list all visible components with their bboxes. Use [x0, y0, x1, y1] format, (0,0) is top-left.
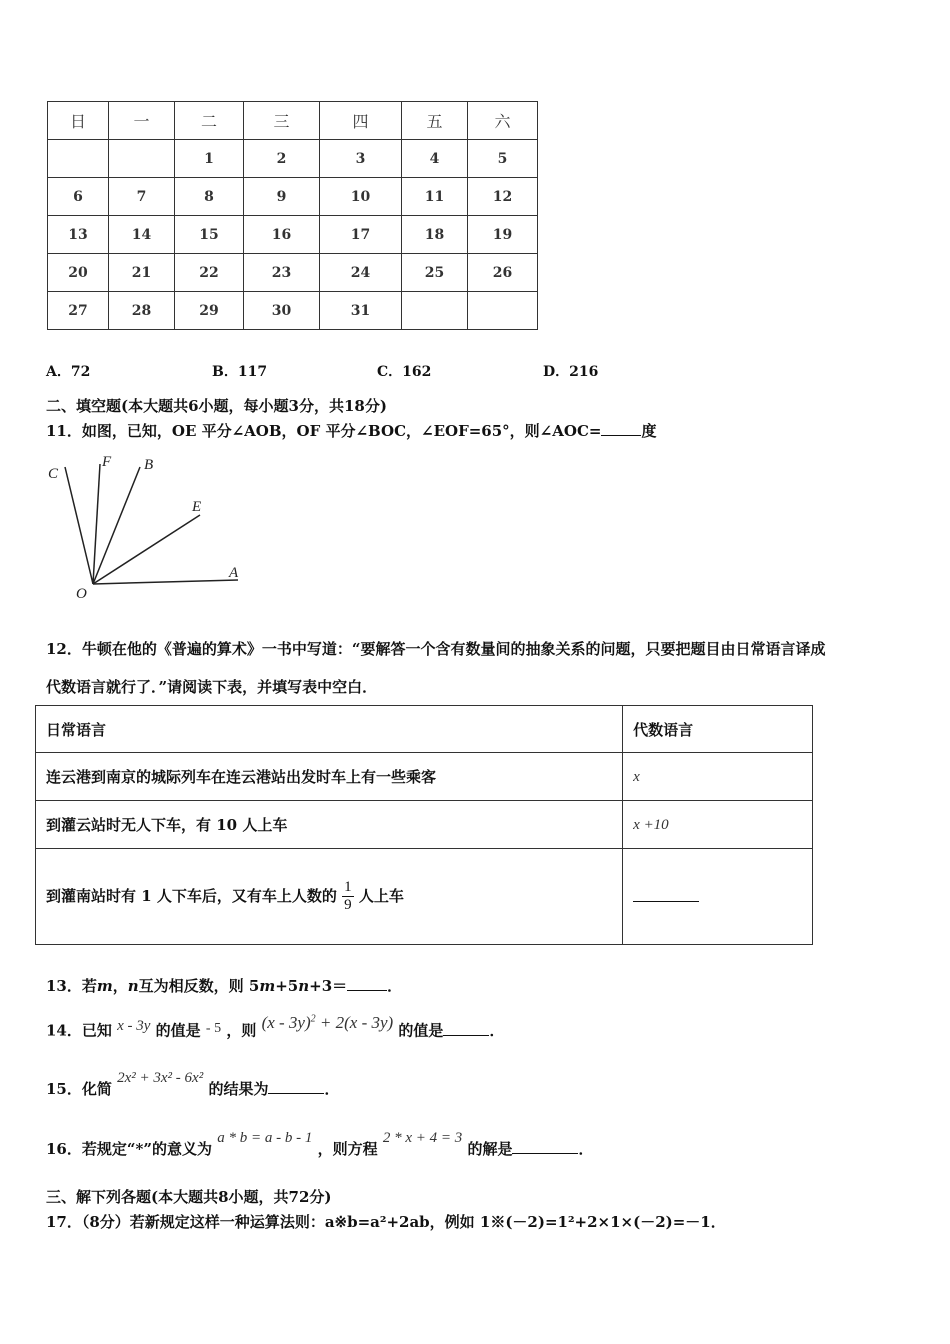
q16-expr: 2 * x + 4 = 3 [382, 1130, 463, 1146]
q16-text: 16．若规定“*”的意义为 [46, 1140, 212, 1158]
ray-oa [93, 580, 238, 584]
answer-blank [601, 435, 641, 436]
daily-cell [36, 849, 623, 945]
section-2-heading: 二、填空题(本大题共6小题，每小题3分，共18分) [46, 397, 387, 415]
label-a: A [229, 565, 239, 581]
q14-expr: x - 3y [117, 1017, 151, 1034]
answer-blank [633, 901, 699, 902]
fraction-denominator: 9 [344, 897, 352, 913]
calendar-header-cell: 三 [244, 102, 320, 140]
calendar-table [47, 101, 538, 330]
option-d [543, 361, 598, 381]
daily-cell: 到灌云站时无人下车，有 10 人上车 [36, 801, 623, 849]
calendar-week-row [48, 254, 538, 292]
q13-text: ， [112, 977, 128, 995]
calendar-day-cell: 1 [175, 140, 244, 178]
q13-text: ． [387, 977, 403, 995]
calendar-header-cell: 六 [468, 102, 538, 140]
q11-unit: 度 [641, 422, 657, 440]
calendar-day-cell: 22 [175, 254, 244, 292]
q13-text: +5 [275, 977, 299, 995]
algebra-cell [623, 801, 813, 849]
calendar-header-cell: 五 [402, 102, 468, 140]
var-m: m [259, 977, 276, 995]
calendar-day-cell: 10 [320, 178, 402, 216]
q14-expr-part: (x - 3y) [261, 1012, 311, 1032]
answer-blank [268, 1093, 324, 1094]
calendar-day-cell [468, 292, 538, 330]
algebra-expr: x [633, 769, 640, 785]
calendar-day-cell: 19 [468, 216, 538, 254]
calendar-day-cell: 26 [468, 254, 538, 292]
calendar-day-cell [48, 140, 109, 178]
calendar-day-cell: 16 [244, 216, 320, 254]
calendar-day-cell: 8 [175, 178, 244, 216]
calendar-week-row [48, 140, 538, 178]
calendar-day-cell: 18 [402, 216, 468, 254]
label-e: E [192, 499, 202, 515]
table-row [36, 849, 813, 945]
calendar-header-cell: 一 [109, 102, 175, 140]
question-16 [46, 1130, 594, 1164]
option-value: 72 [70, 364, 91, 380]
q14-text: 的值是 [398, 1021, 444, 1040]
question-17: 17．（8分）若新规定这样一种运算法则：a※b=a²+2ab，例如 1※(－2)=1²+2×1×(－2)=－1． [46, 1213, 726, 1231]
calendar-day-cell: 21 [109, 254, 175, 292]
label-b: B [144, 457, 154, 473]
angle-figure [40, 450, 250, 605]
calendar-day-cell: 5 [468, 140, 538, 178]
label-c: C [48, 466, 59, 482]
q11-text: 11．如图，已知，OE 平分∠AOB，OF 平分∠BOC，∠EOF=65°，则∠AOC= [46, 422, 602, 440]
calendar-day-cell [402, 292, 468, 330]
calendar-day-cell: 29 [175, 292, 244, 330]
calendar-week-row [48, 178, 538, 216]
q16-expr: a * b = a - b - 1 [217, 1130, 313, 1146]
calendar-day-cell: 20 [48, 254, 109, 292]
q14-text: ． [489, 1021, 505, 1040]
header-algebra: 代数语言 [623, 706, 813, 753]
language-table [35, 705, 813, 945]
q14-expr [262, 1013, 394, 1032]
calendar-day-cell: 28 [109, 292, 175, 330]
table-row [36, 753, 813, 801]
calendar-day-cell: 23 [244, 254, 320, 292]
calendar-header-cell: 日 [48, 102, 109, 140]
option-letter: D． [543, 364, 570, 380]
calendar-day-cell: 4 [402, 140, 468, 178]
label-o: O [76, 586, 87, 602]
q16-text: 的解是 [467, 1140, 513, 1158]
q13-text: 互为相反数，则 5 [138, 977, 260, 995]
language-table-header [36, 706, 813, 753]
table-row [36, 801, 813, 849]
calendar-header-cell: 四 [320, 102, 402, 140]
option-letter: C． [377, 364, 403, 380]
answer-blank [347, 990, 387, 991]
q16-text: ． [578, 1140, 594, 1158]
option-c [377, 361, 431, 381]
calendar-day-cell: 2 [244, 140, 320, 178]
q14-expr-part: + 2(x - 3y) [315, 1012, 394, 1032]
label-f: F [102, 454, 112, 470]
q13-text: +3＝ [309, 977, 348, 995]
calendar-day-cell: 11 [402, 178, 468, 216]
header-daily: 日常语言 [36, 706, 623, 753]
calendar-day-cell: 30 [244, 292, 320, 330]
option-value: 216 [569, 364, 599, 380]
q15-text: 的结果为 [208, 1080, 269, 1098]
option-b [212, 361, 267, 381]
calendar-day-cell: 27 [48, 292, 109, 330]
q13-text: 13．若 [46, 977, 97, 995]
calendar-header-cell: 二 [175, 102, 244, 140]
q14-text: 的值是 [155, 1021, 201, 1040]
q15-text: 15．化简 [46, 1080, 112, 1098]
answer-blank [512, 1153, 578, 1154]
answer-blank [443, 1035, 489, 1036]
calendar-day-cell: 6 [48, 178, 109, 216]
calendar-day-cell: 14 [109, 216, 175, 254]
daily-text: 人上车 [358, 886, 404, 905]
question-15 [46, 1070, 340, 1104]
section-3-heading: 三、解下列各题(本大题共8小题，共72分) [46, 1188, 332, 1206]
fraction [342, 879, 354, 915]
option-letter: B． [212, 364, 238, 380]
question-11 [46, 420, 656, 441]
calendar-day-cell: 25 [402, 254, 468, 292]
option-value: 162 [402, 364, 432, 380]
var-n: n [127, 977, 139, 995]
question-13 [46, 975, 402, 996]
question-14 [46, 1013, 504, 1047]
calendar-day-cell: 24 [320, 254, 402, 292]
calendar-day-cell: 13 [48, 216, 109, 254]
q14-value: - 5 [205, 1020, 222, 1036]
q16-text: ，则方程 [317, 1140, 378, 1158]
daily-text: 到灌南站时有 1 人下车后，又有车上人数的 [46, 886, 337, 905]
calendar-day-cell: 17 [320, 216, 402, 254]
ray-oe [93, 515, 200, 584]
q14-text: ，则 [226, 1021, 257, 1040]
algebra-cell [623, 753, 813, 801]
calendar-day-cell: 15 [175, 216, 244, 254]
q14-text: 14．已知 [46, 1021, 112, 1040]
var-m: m [96, 977, 113, 995]
ray-oc [65, 467, 93, 584]
calendar-header-row [48, 102, 538, 140]
question-12-line-1: 12．牛顿在他的《普遍的算术》一书中写道：“要解答一个含有数量间的抽象关系的问题，只要把题目由日常语言译成 [46, 640, 826, 658]
ray-of [93, 464, 100, 584]
calendar-day-cell: 31 [320, 292, 402, 330]
calendar-week-row [48, 292, 538, 330]
option-letter: A． [46, 364, 71, 380]
calendar-day-cell: 3 [320, 140, 402, 178]
q15-text: ． [324, 1080, 340, 1098]
calendar-day-cell: 7 [109, 178, 175, 216]
q15-expr: 2x² + 3x² - 6x² [117, 1070, 204, 1086]
option-a [46, 361, 90, 381]
option-value: 117 [237, 364, 268, 380]
var-n: n [298, 977, 310, 995]
daily-cell: 连云港到南京的城际列车在连云港站出发时车上有一些乘客 [36, 753, 623, 801]
fraction-numerator: 1 [344, 878, 352, 895]
algebra-cell [623, 849, 813, 945]
calendar-week-row [48, 216, 538, 254]
algebra-expr: x +10 [633, 817, 669, 833]
ray-ob [93, 467, 140, 584]
q14-exponent: 2 [310, 1013, 316, 1024]
question-12-line-2: 代数语言就行了．”请阅读下表，并填写表中空白． [46, 678, 378, 696]
calendar-day-cell: 9 [244, 178, 320, 216]
calendar-day-cell: 12 [468, 178, 538, 216]
calendar-day-cell [109, 140, 175, 178]
